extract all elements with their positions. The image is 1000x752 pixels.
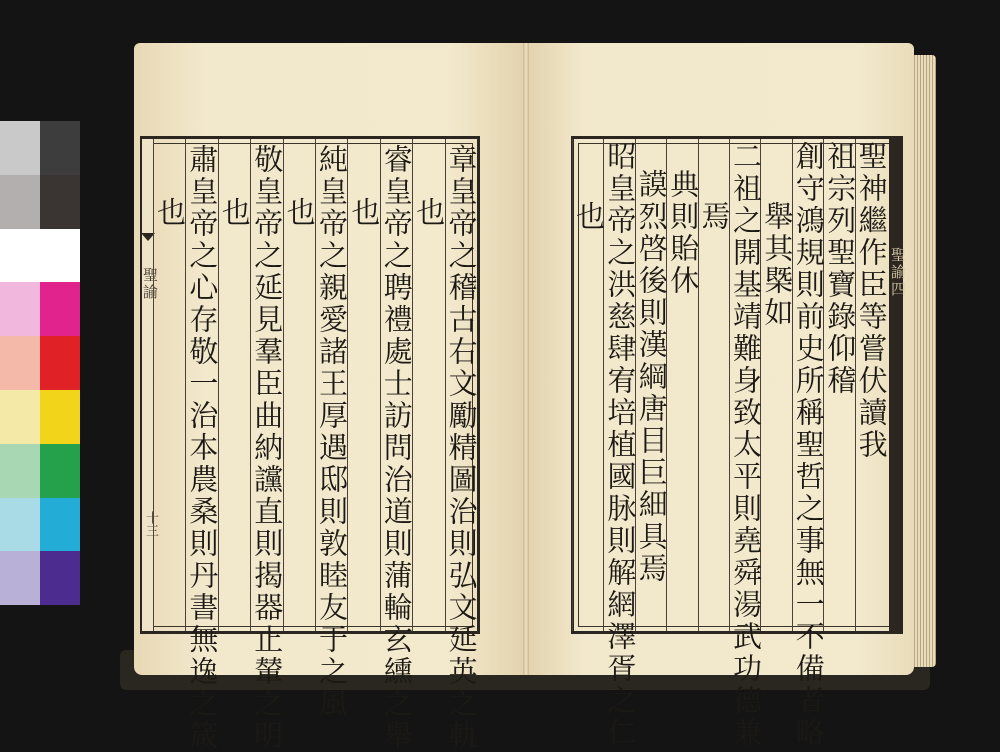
calibration-swatch <box>0 390 40 444</box>
calibration-swatch <box>40 390 80 444</box>
text-column: 創守鴻規則前史所稱聖哲之事無一不備者略 <box>791 141 826 749</box>
fold-page-number: 十三 <box>143 511 158 537</box>
calibration-swatch <box>40 282 80 336</box>
text-column: 聖神繼作臣等嘗伏讀我 <box>854 141 889 461</box>
calibration-row <box>0 498 80 552</box>
calibration-row <box>0 121 80 175</box>
calibration-swatch <box>0 498 40 552</box>
calibration-row <box>0 175 80 229</box>
text-column: 也 <box>153 197 187 229</box>
text-column: 昭皇帝之洪慈肆宥培植國脉則解網澤胥之仁 <box>603 141 638 749</box>
color-calibration-strip <box>0 121 80 609</box>
text-column: 章皇帝之稽古右文勵精圖治則弘文延英之軌 <box>444 144 479 752</box>
text-column: 也 <box>217 197 252 229</box>
fold-strip <box>889 139 907 631</box>
calibration-swatch <box>0 229 40 283</box>
text-column: 敬皇帝之延見羣臣曲納讜直則揭器止輦之明 <box>250 144 285 752</box>
calibration-swatch <box>0 444 40 498</box>
text-column: 祖宗列聖寶錄仰稽 <box>823 141 858 397</box>
calibration-row <box>0 229 80 283</box>
calibration-swatch <box>40 444 80 498</box>
calibration-swatch <box>0 282 40 336</box>
calibration-row <box>0 444 80 498</box>
calibration-swatch <box>0 336 40 390</box>
calibration-row <box>0 551 80 605</box>
text-column: 也 <box>282 197 317 229</box>
calibration-swatch <box>0 551 40 605</box>
text-column: 謨烈啓後則漢綱唐目巨細具焉 <box>634 169 669 585</box>
fold-title: 聖諭 <box>141 267 159 301</box>
calibration-row <box>0 336 80 390</box>
calibration-swatch <box>40 121 80 175</box>
right-page-frame <box>571 136 907 749</box>
text-column: 睿皇帝之聘禮處士訪問治道則蒲輪玄纁之舉 <box>379 144 414 752</box>
calibration-row <box>0 282 80 336</box>
calibration-swatch <box>40 175 80 229</box>
text-column: 二祖之開基靖難身致太平則堯舜湯武功德兼 <box>729 141 763 749</box>
text-column: 肅皇帝之心存敬一治本農桑則丹書無逸之箴 <box>185 144 220 752</box>
fold-title: 聖諭四 <box>889 247 907 298</box>
text-column: 也 <box>572 201 606 233</box>
calibration-swatch <box>0 121 40 175</box>
book-spine <box>523 43 529 675</box>
page-edge-stack <box>912 55 936 667</box>
text-column: 也 <box>347 197 382 229</box>
text-column: 也 <box>412 197 447 229</box>
text-column: 舉其槩如 <box>760 201 795 329</box>
calibration-swatch <box>40 336 80 390</box>
calibration-row <box>0 390 80 444</box>
left-page-frame <box>140 136 480 752</box>
text-column: 典則貽休 <box>666 169 701 297</box>
text-column: 純皇帝之親愛諸王厚遇邸則敦睦友于之風 <box>315 144 349 720</box>
calibration-swatch <box>0 175 40 229</box>
calibration-swatch <box>40 551 80 605</box>
calibration-swatch <box>40 229 80 283</box>
calibration-swatch <box>40 498 80 552</box>
text-column: 焉 <box>697 201 732 233</box>
